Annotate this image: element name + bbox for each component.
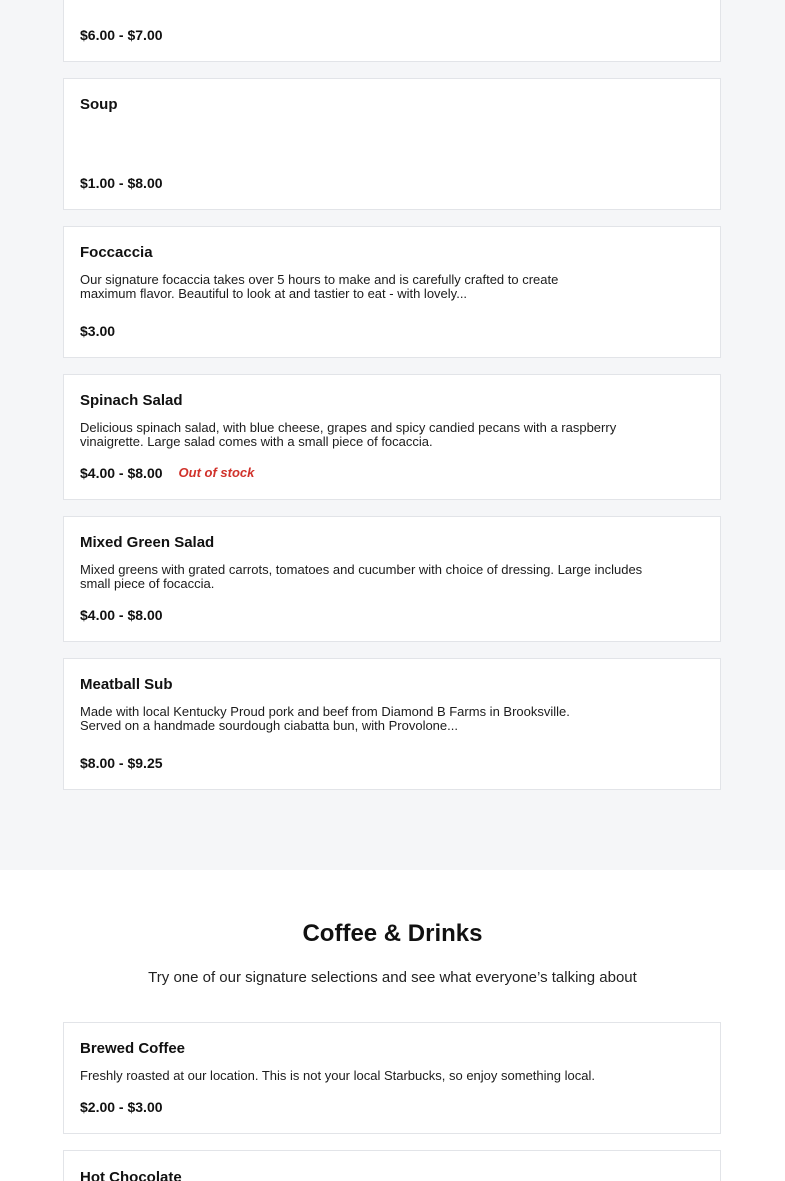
item-description: Freshly roasted at our location. This is not your local Starbucks, so enjoy something local. xyxy=(80,1068,595,1083)
price-row xyxy=(80,1097,163,1117)
item-description: Made with local Kentucky Proud pork and beef from Diamond B Farms in Brooksville. Served on a handmade sourdough ciabatta bun, with Provolone... xyxy=(80,705,570,733)
price-row xyxy=(80,463,254,483)
out-of-stock-label: Out of stock xyxy=(178,465,255,480)
item-name: Foccaccia xyxy=(80,244,153,261)
price-row xyxy=(80,321,115,341)
item-price: $8.00 - $9.25 xyxy=(80,755,163,771)
item-name: Brewed Coffee xyxy=(80,1040,186,1057)
item-price: $2.00 - $3.00 xyxy=(80,1099,163,1115)
price-row xyxy=(80,25,163,45)
price-row xyxy=(80,173,163,193)
menu-item-card[interactable] xyxy=(63,516,721,642)
item-name: Mixed Green Salad xyxy=(80,534,215,551)
section-title: Coffee & Drinks xyxy=(302,920,483,947)
item-description: Our signature focaccia takes over 5 hours to make and is carefully crafted to create maximum flavor. Beautiful to look at and tastier to eat - with lovely... xyxy=(80,273,559,301)
menu-item-card[interactable] xyxy=(63,0,721,62)
menu-item-card[interactable] xyxy=(63,78,721,210)
item-name: Hot Chocolate xyxy=(80,1169,182,1181)
menu-item-card[interactable] xyxy=(63,1022,721,1134)
menu-item-card[interactable] xyxy=(63,1150,721,1181)
price-row xyxy=(80,753,163,773)
item-price: $6.00 - $7.00 xyxy=(80,27,163,43)
item-price: $3.00 xyxy=(80,323,116,339)
item-price: $4.00 - $8.00 xyxy=(80,465,163,481)
section-subtitle: Try one of our signature selections and see what everyone’s talking about xyxy=(148,969,637,986)
item-price: $4.00 - $8.00 xyxy=(80,607,163,623)
menu-item-card[interactable] xyxy=(63,226,721,358)
item-description: Mixed greens with grated carrots, tomatoes and cucumber with choice of dressing. Large includes small piece of focaccia. xyxy=(80,562,643,591)
item-name: Spinach Salad xyxy=(80,392,183,409)
item-name: Soup xyxy=(80,96,118,113)
item-description: Delicious spinach salad, with blue cheese, grapes and spicy candied pecans with a raspberry vinaigrette. Large salad comes with a small piece of focaccia. xyxy=(80,420,617,449)
menu-item-card[interactable] xyxy=(63,658,721,790)
item-name: Meatball Sub xyxy=(80,676,173,693)
price-row xyxy=(80,605,163,625)
menu-item-card[interactable] xyxy=(63,374,721,500)
item-price: $1.00 - $8.00 xyxy=(80,175,163,191)
